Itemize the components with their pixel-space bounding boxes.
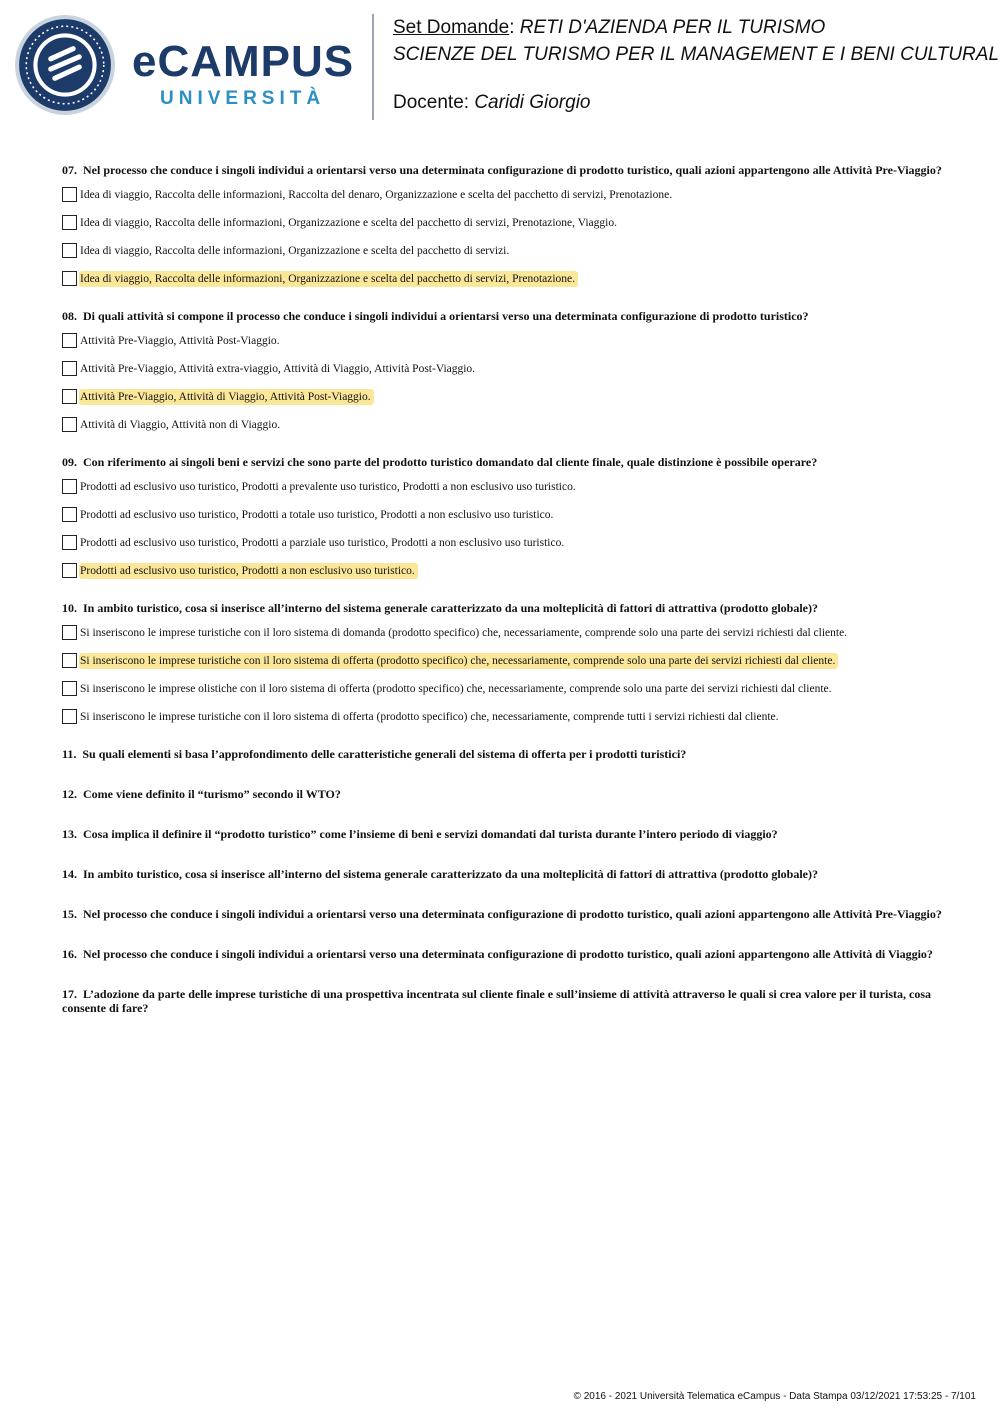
answer-text: Prodotti ad esclusivo uso turistico, Prodotti a totale uso turistico, Prodotti a non esclusivo uso turistico. bbox=[80, 509, 554, 521]
answer-text: Si inseriscono le imprese olistiche con il loro sistema di offerta (prodotto specifico) che, necessariamente, comprende solo una parte dei servizi richiesti dal cliente. bbox=[80, 683, 832, 695]
answer-checkbox[interactable] bbox=[62, 653, 77, 668]
answer-text: Attività di Viaggio, Attività non di Viaggio. bbox=[80, 419, 281, 431]
logo-sub: UNIVERSITÀ bbox=[160, 88, 326, 109]
question-body: Nel processo che conduce i singoli individui a orientarsi verso una determinata configurazione di prodotto turistico, quali azioni appartengono alle Attività di Viaggio? bbox=[83, 947, 933, 961]
ecampus-seal-icon bbox=[14, 14, 116, 116]
question-number: 10. bbox=[62, 601, 77, 615]
question-body: Con riferimento ai singoli beni e servizi che sono parte del prodotto turistico domandato dal cliente finale, quale distinzione è possibile operare? bbox=[83, 455, 818, 469]
question-body: Come viene definito il “turismo” secondo il WTO? bbox=[83, 787, 341, 801]
header-divider bbox=[372, 14, 374, 120]
question-number: 12. bbox=[62, 787, 77, 801]
answer-checkbox[interactable] bbox=[62, 625, 77, 640]
answer-checkbox[interactable] bbox=[62, 271, 77, 286]
answer-option[interactable] bbox=[62, 183, 942, 211]
question-item bbox=[62, 787, 942, 827]
answer-text-correct: Attività Pre-Viaggio, Attività di Viaggio, Attività Post-Viaggio. bbox=[79, 389, 374, 405]
question-text bbox=[62, 987, 942, 1015]
question-number: 09. bbox=[62, 455, 77, 469]
question-item bbox=[62, 987, 942, 1041]
answer-checkbox[interactable] bbox=[62, 361, 77, 376]
question-number: 14. bbox=[62, 867, 77, 881]
answer-option[interactable] bbox=[62, 267, 942, 295]
answer-option[interactable] bbox=[62, 413, 942, 441]
question-text bbox=[62, 827, 942, 841]
answer-checkbox[interactable] bbox=[62, 507, 77, 522]
question-number: 11. bbox=[62, 747, 77, 761]
page-header bbox=[0, 0, 1000, 130]
answer-text: Prodotti ad esclusivo uso turistico, Prodotti a parziale uso turistico, Prodotti a non esclusivo uso turistico. bbox=[80, 537, 565, 549]
answer-text-correct: Prodotti ad esclusivo uso turistico, Prodotti a non esclusivo uso turistico. bbox=[79, 563, 418, 579]
answer-checkbox[interactable] bbox=[62, 389, 77, 404]
answer-text-correct: Si inseriscono le imprese turistiche con il loro sistema di offerta (prodotto specifico) che, necessariamente, comprende solo una parte dei servizi richiesti dal cliente. bbox=[79, 653, 838, 669]
answer-checkbox[interactable] bbox=[62, 479, 77, 494]
answer-text: Attività Pre-Viaggio, Attività extra-viaggio, Attività di Viaggio, Attività Post-Viaggio. bbox=[80, 363, 476, 375]
question-text bbox=[62, 455, 942, 469]
answer-option[interactable] bbox=[62, 559, 942, 587]
answer-option[interactable] bbox=[62, 677, 942, 705]
answer-option[interactable] bbox=[62, 621, 942, 649]
answer-checkbox[interactable] bbox=[62, 215, 77, 230]
answer-text: Idea di viaggio, Raccolta delle informazioni, Raccolta del denaro, Organizzazione e scelta del pacchetto di servizi, Prenotazione. bbox=[80, 189, 673, 201]
answer-option[interactable] bbox=[62, 211, 942, 239]
answer-checkbox[interactable] bbox=[62, 243, 77, 258]
answer-text: Idea di viaggio, Raccolta delle informazioni, Organizzazione e scelta del pacchetto di servizi. bbox=[80, 245, 510, 257]
answer-option[interactable] bbox=[62, 705, 942, 733]
answer-checkbox[interactable] bbox=[62, 187, 77, 202]
question-body: Di quali attività si compone il processo che conduce i singoli individui a orientarsi verso una determinata configurazione di prodotto turistico? bbox=[83, 309, 809, 323]
set-title-2: SCIENZE DEL TURISMO PER IL MANAGEMENT E I BENI CULTURAL bbox=[393, 44, 1000, 65]
answer-text: Attività Pre-Viaggio, Attività Post-Viaggio. bbox=[80, 335, 280, 347]
question-body: Nel processo che conduce i singoli individui a orientarsi verso una determinata configurazione di prodotto turistico, quali azioni appartengono alle Attività Pre-Viaggio? bbox=[83, 907, 942, 921]
question-body: Su quali elementi si basa l’approfondimento delle caratteristiche generali del sistema di offerta per i prodotti turistici? bbox=[82, 747, 687, 761]
answer-text-correct: Idea di viaggio, Raccolta delle informazioni, Organizzazione e scelta del pacchetto di servizi, Prenotazione. bbox=[79, 271, 578, 287]
answer-checkbox[interactable] bbox=[62, 417, 77, 432]
question-item bbox=[62, 747, 942, 787]
answer-option[interactable] bbox=[62, 239, 942, 267]
question-text bbox=[62, 601, 942, 615]
question-text bbox=[62, 787, 942, 801]
header-info bbox=[393, 14, 999, 116]
answer-option[interactable] bbox=[62, 649, 942, 677]
question-item bbox=[62, 867, 942, 907]
answer-text: Idea di viaggio, Raccolta delle informazioni, Organizzazione e scelta del pacchetto di servizi, Prenotazione, Viaggio. bbox=[80, 217, 617, 229]
question-body: In ambito turistico, cosa si inserisce all’interno del sistema generale caratterizzato da una molteplicità di fattori di attrattiva (prodotto globale)? bbox=[83, 601, 818, 615]
answer-text: Si inseriscono le imprese turistiche con il loro sistema di offerta (prodotto specifico) che, necessariamente, comprende tutti i servizi richiesti dal cliente. bbox=[80, 711, 779, 723]
question-body: L’adozione da parte delle imprese turistiche di una prospettiva incentrata sul cliente finale e sull’insieme di attività attraverso le quali si crea valore per il turista, cosa consente di fare? bbox=[62, 987, 932, 1015]
page-footer: © 2016 - 2021 Università Telematica eCampus - Data Stampa 03/12/2021 17:53:25 - 7/101 bbox=[573, 1391, 976, 1402]
question-item bbox=[62, 309, 942, 455]
question-text bbox=[62, 747, 942, 761]
answer-checkbox[interactable] bbox=[62, 563, 77, 578]
question-number: 08. bbox=[62, 309, 77, 323]
answer-checkbox[interactable] bbox=[62, 535, 77, 550]
question-number: 07. bbox=[62, 163, 77, 177]
question-body: Nel processo che conduce i singoli individui a orientarsi verso una determinata configurazione di prodotto turistico, quali azioni appartengono alle Attività Pre-Viaggio? bbox=[83, 163, 942, 177]
question-text bbox=[62, 163, 942, 177]
question-text bbox=[62, 309, 942, 323]
question-item bbox=[62, 601, 942, 747]
answer-checkbox[interactable] bbox=[62, 681, 77, 696]
set-title-1: RETI D'AZIENDA PER IL TURISMO bbox=[519, 17, 826, 38]
answer-checkbox[interactable] bbox=[62, 709, 77, 724]
set-label: Set Domande bbox=[393, 17, 510, 38]
answer-option[interactable] bbox=[62, 329, 942, 357]
set-line-1: Set Domande: RETI D'AZIENDA PER IL TURISMO bbox=[393, 17, 826, 38]
answer-option[interactable] bbox=[62, 357, 942, 385]
question-item bbox=[62, 947, 942, 987]
question-body: In ambito turistico, cosa si inserisce all’interno del sistema generale caratterizzato da una molteplicità di fattori di attrattiva (prodotto globale)? bbox=[83, 867, 818, 881]
docente-line bbox=[393, 89, 999, 116]
answer-text: Si inseriscono le imprese turistiche con il loro sistema di domanda (prodotto specifico) che, necessariamente, comprende solo una parte dei servizi richiesti dal cliente. bbox=[80, 627, 848, 639]
answer-option[interactable] bbox=[62, 385, 942, 413]
question-item bbox=[62, 163, 942, 309]
answer-option[interactable] bbox=[62, 475, 942, 503]
question-number: 13. bbox=[62, 827, 77, 841]
question-number: 17. bbox=[62, 987, 77, 1001]
ecampus-logo bbox=[132, 37, 355, 110]
question-list bbox=[62, 163, 942, 1041]
question-number: 15. bbox=[62, 907, 77, 921]
answer-option[interactable] bbox=[62, 503, 942, 531]
question-item bbox=[62, 455, 942, 601]
answer-text: Prodotti ad esclusivo uso turistico, Prodotti a prevalente uso turistico, Prodotti a non esclusivo uso turistico. bbox=[80, 481, 576, 493]
logo-brand: eCAMPUS bbox=[132, 37, 355, 86]
question-text bbox=[62, 867, 942, 881]
answer-option[interactable] bbox=[62, 531, 942, 559]
question-body: Cosa implica il definire il “prodotto turistico” come l’insieme di beni e servizi domandati dal turista durante l’intero periodo di viaggio? bbox=[83, 827, 778, 841]
question-text bbox=[62, 947, 942, 961]
question-item bbox=[62, 827, 942, 867]
question-item bbox=[62, 907, 942, 947]
question-text bbox=[62, 907, 942, 921]
docente-label: Docente: bbox=[393, 92, 470, 113]
answer-checkbox[interactable] bbox=[62, 333, 77, 348]
question-number: 16. bbox=[62, 947, 77, 961]
docente-name: Caridi Giorgio bbox=[474, 92, 591, 113]
